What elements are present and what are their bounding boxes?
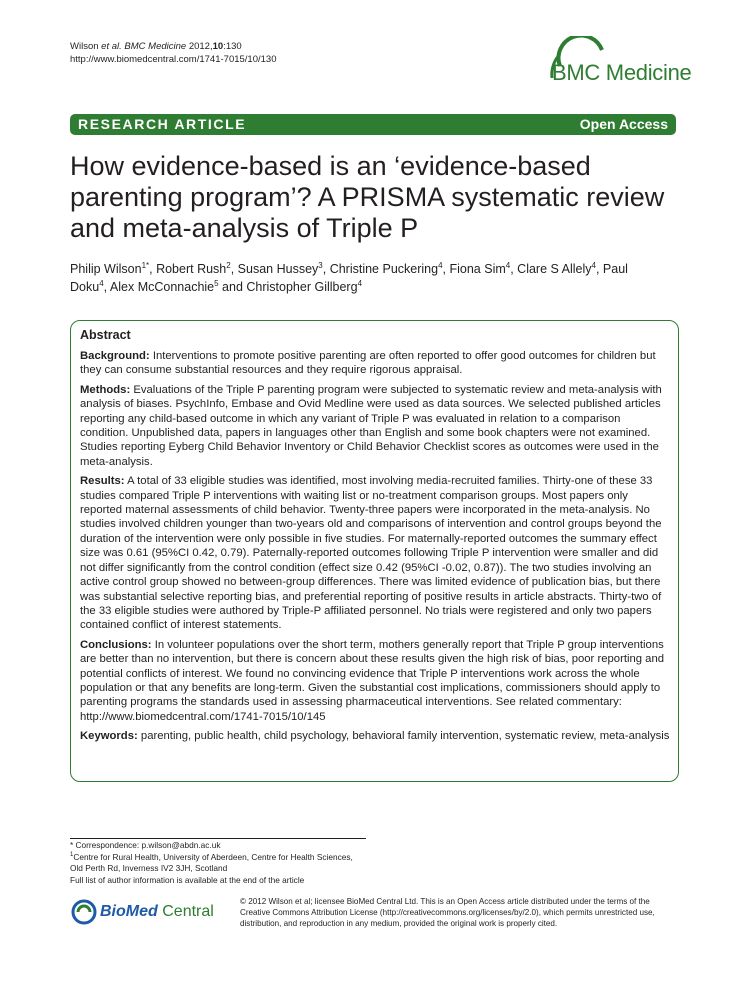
abstract-box bbox=[70, 320, 679, 782]
author-name: Fiona Sim bbox=[449, 262, 506, 276]
author-separator: , bbox=[103, 280, 110, 294]
author-separator: , bbox=[230, 262, 238, 276]
author-affiliation-sup: 4 bbox=[99, 278, 104, 288]
citation-volume: 10 bbox=[212, 41, 224, 52]
author-name: Christopher Gillberg bbox=[246, 280, 358, 294]
conclusions-label: Conclusions: bbox=[80, 638, 152, 651]
author-affiliation-sup: 1* bbox=[141, 260, 150, 270]
author-name: Christine Puckering bbox=[329, 262, 439, 276]
publisher-logo-bio: BioMed bbox=[100, 903, 158, 920]
affiliation-note bbox=[70, 852, 390, 864]
author-name: Susan Hussey bbox=[237, 262, 319, 276]
publisher-logo-text bbox=[100, 903, 214, 921]
correspondence-note: * Correspondence: p.wilson@abdn.ac.uk bbox=[70, 840, 221, 850]
publisher-logo-central: Central bbox=[162, 903, 214, 920]
author-affiliation-sup: 5 bbox=[214, 278, 219, 288]
citation-year: 2012, bbox=[188, 41, 213, 52]
citation-page: :130 bbox=[223, 41, 242, 52]
citation-line bbox=[70, 40, 277, 53]
article-url[interactable]: http://www.biomedcentral.com/1741-7015/10/130 bbox=[70, 54, 277, 65]
results-label: Results: bbox=[80, 475, 125, 488]
article-type-banner bbox=[70, 114, 676, 135]
citation-journal: BMC Medicine bbox=[124, 41, 187, 52]
citation-etal: et al. bbox=[101, 41, 122, 52]
author-name: Clare S Allely bbox=[517, 262, 592, 276]
author-list bbox=[70, 260, 690, 296]
abstract-background bbox=[80, 349, 670, 378]
article-title: How evidence-based is an ‘evidence-based parenting program’? A PRISMA systematic review and meta-analysis of Triple P bbox=[70, 151, 665, 243]
keywords-text: parenting, public health, child psychology, behavioral family intervention, systematic review, meta-analysis bbox=[140, 730, 670, 743]
journal-logo-text: BMC Medicine bbox=[552, 60, 692, 85]
full-author-info-note: Full list of author information is available at the end of the article bbox=[70, 874, 305, 885]
license-statement: © 2012 Wilson et al; licensee BioMed Central Ltd. This is an Open Access article distributed under the terms of the Creative Commons Attribution License (http://creativecommons.org/licenses/by/2.0), which permits unrestricted use, distribution, and reproduction in any medium, provided the original work is properly cited. bbox=[240, 897, 655, 928]
author-separator: , bbox=[595, 262, 603, 276]
abstract-methods bbox=[80, 383, 670, 469]
author-affiliation-sup: 2 bbox=[226, 260, 231, 270]
abstract-conclusions bbox=[80, 638, 670, 724]
article-type-label: RESEARCH ARTICLE bbox=[78, 116, 247, 132]
footnote-divider bbox=[70, 838, 366, 839]
author-separator: , bbox=[442, 262, 450, 276]
results-text: A total of 33 eligible studies was identified, most involving media-recruited families. Thirty-one of these 33 studies compared Triple P interventions with waiting list or no-treatment comparison groups. Most papers only reported maternal assessments of child behavior. Twenty-three papers were incorporated in the meta-analysis. No studies involved children younger than two-years old and comparisons of intervention and control groups beyond the duration of the intervention were only possible in five studies. For maternally-reported outcomes the summary effect size was 0.61 (95%CI 0.42, 0.79). Paternally-reported outcomes following Triple P intervention were smaller and did not differ significantly from the control condition (effect size 0.42 (95%CI -0.02, 0.87)). The two studies involving an active control group showed no between-group differences. There was limited evidence of publication bias, but there was substantial selective reporting bias, and preferential reporting of positive results in article abstracts. Thirty-two of the 33 eligible studies were authored by Triple-P affiliated personnel. No trials were registered and only two papers contained conflict of interest statements. bbox=[80, 475, 662, 632]
citation-author: Wilson bbox=[70, 41, 99, 52]
abstract-heading: Abstract bbox=[80, 328, 131, 342]
author-affiliation-sup: 4 bbox=[357, 278, 363, 288]
affiliation-line-1: Centre for Rural Health, University of Aberdeen, Centre for Health Sciences, bbox=[73, 851, 353, 862]
methods-text: Evaluations of the Triple P parenting program were subjected to systematic review and meta-analysis with analysis of biases. PsychInfo, Embase and Ovid Medline were used as data sources. We selected published articles reporting any child-based outcome in which any variant of Triple P was evaluated in relation to a comparison condition. Unpublished data, papers in languages other than English and some book chapters were not examined. Studies reporting Eyberg Child Behavior Inventory or Child Behavior Checklist scores as outcomes were used in the meta-analysis. bbox=[80, 383, 662, 468]
footnotes bbox=[70, 840, 390, 886]
author-separator: , bbox=[149, 262, 157, 276]
methods-label: Methods: bbox=[80, 383, 131, 396]
affiliation-sup: 1 bbox=[70, 851, 74, 858]
background-text: Interventions to promote positive parenting are often reported to offer good outcomes for children but they can consume substantial resources and they require rigorous appraisal. bbox=[80, 350, 656, 377]
abstract-results bbox=[80, 474, 670, 632]
abstract-keywords bbox=[80, 729, 670, 743]
author-separator: and bbox=[218, 280, 247, 294]
citation-header bbox=[70, 40, 277, 66]
author-separator: , bbox=[510, 262, 518, 276]
author-affiliation-sup: 4 bbox=[438, 260, 443, 270]
open-access-label: Open Access bbox=[579, 116, 668, 132]
affiliation-line-2: Old Perth Rd, Inverness IV2 3JH, Scotland bbox=[70, 863, 228, 873]
author-affiliation-sup: 4 bbox=[591, 260, 596, 270]
keywords-label: Keywords: bbox=[80, 730, 138, 743]
author-separator: , bbox=[322, 262, 330, 276]
conclusions-text: In volunteer populations over the short term, mothers generally report that Triple P group interventions are better than no intervention, but there is concern about these results given the high risk of bias, poor reporting and potential conflicts of interest. We found no convincing evidence that Triple P interventions work across the whole population or that any benefits are long-term. Given the substantial cost implications, commissioners should apply to parenting programs the standards used in assessing pharmaceutical interventions. See related commentary: http://www.biomedcentral.com/1741-7015/10/145 bbox=[80, 638, 665, 723]
author-name: Philip Wilson bbox=[70, 262, 142, 276]
author-affiliation-sup: 3 bbox=[318, 260, 323, 270]
author-name: Robert Rush bbox=[156, 262, 227, 276]
author-affiliation-sup: 4 bbox=[505, 260, 511, 270]
author-name: Paul Doku bbox=[70, 262, 628, 294]
author-name: Alex McConnachie bbox=[109, 280, 215, 294]
background-label: Background: bbox=[80, 350, 150, 362]
